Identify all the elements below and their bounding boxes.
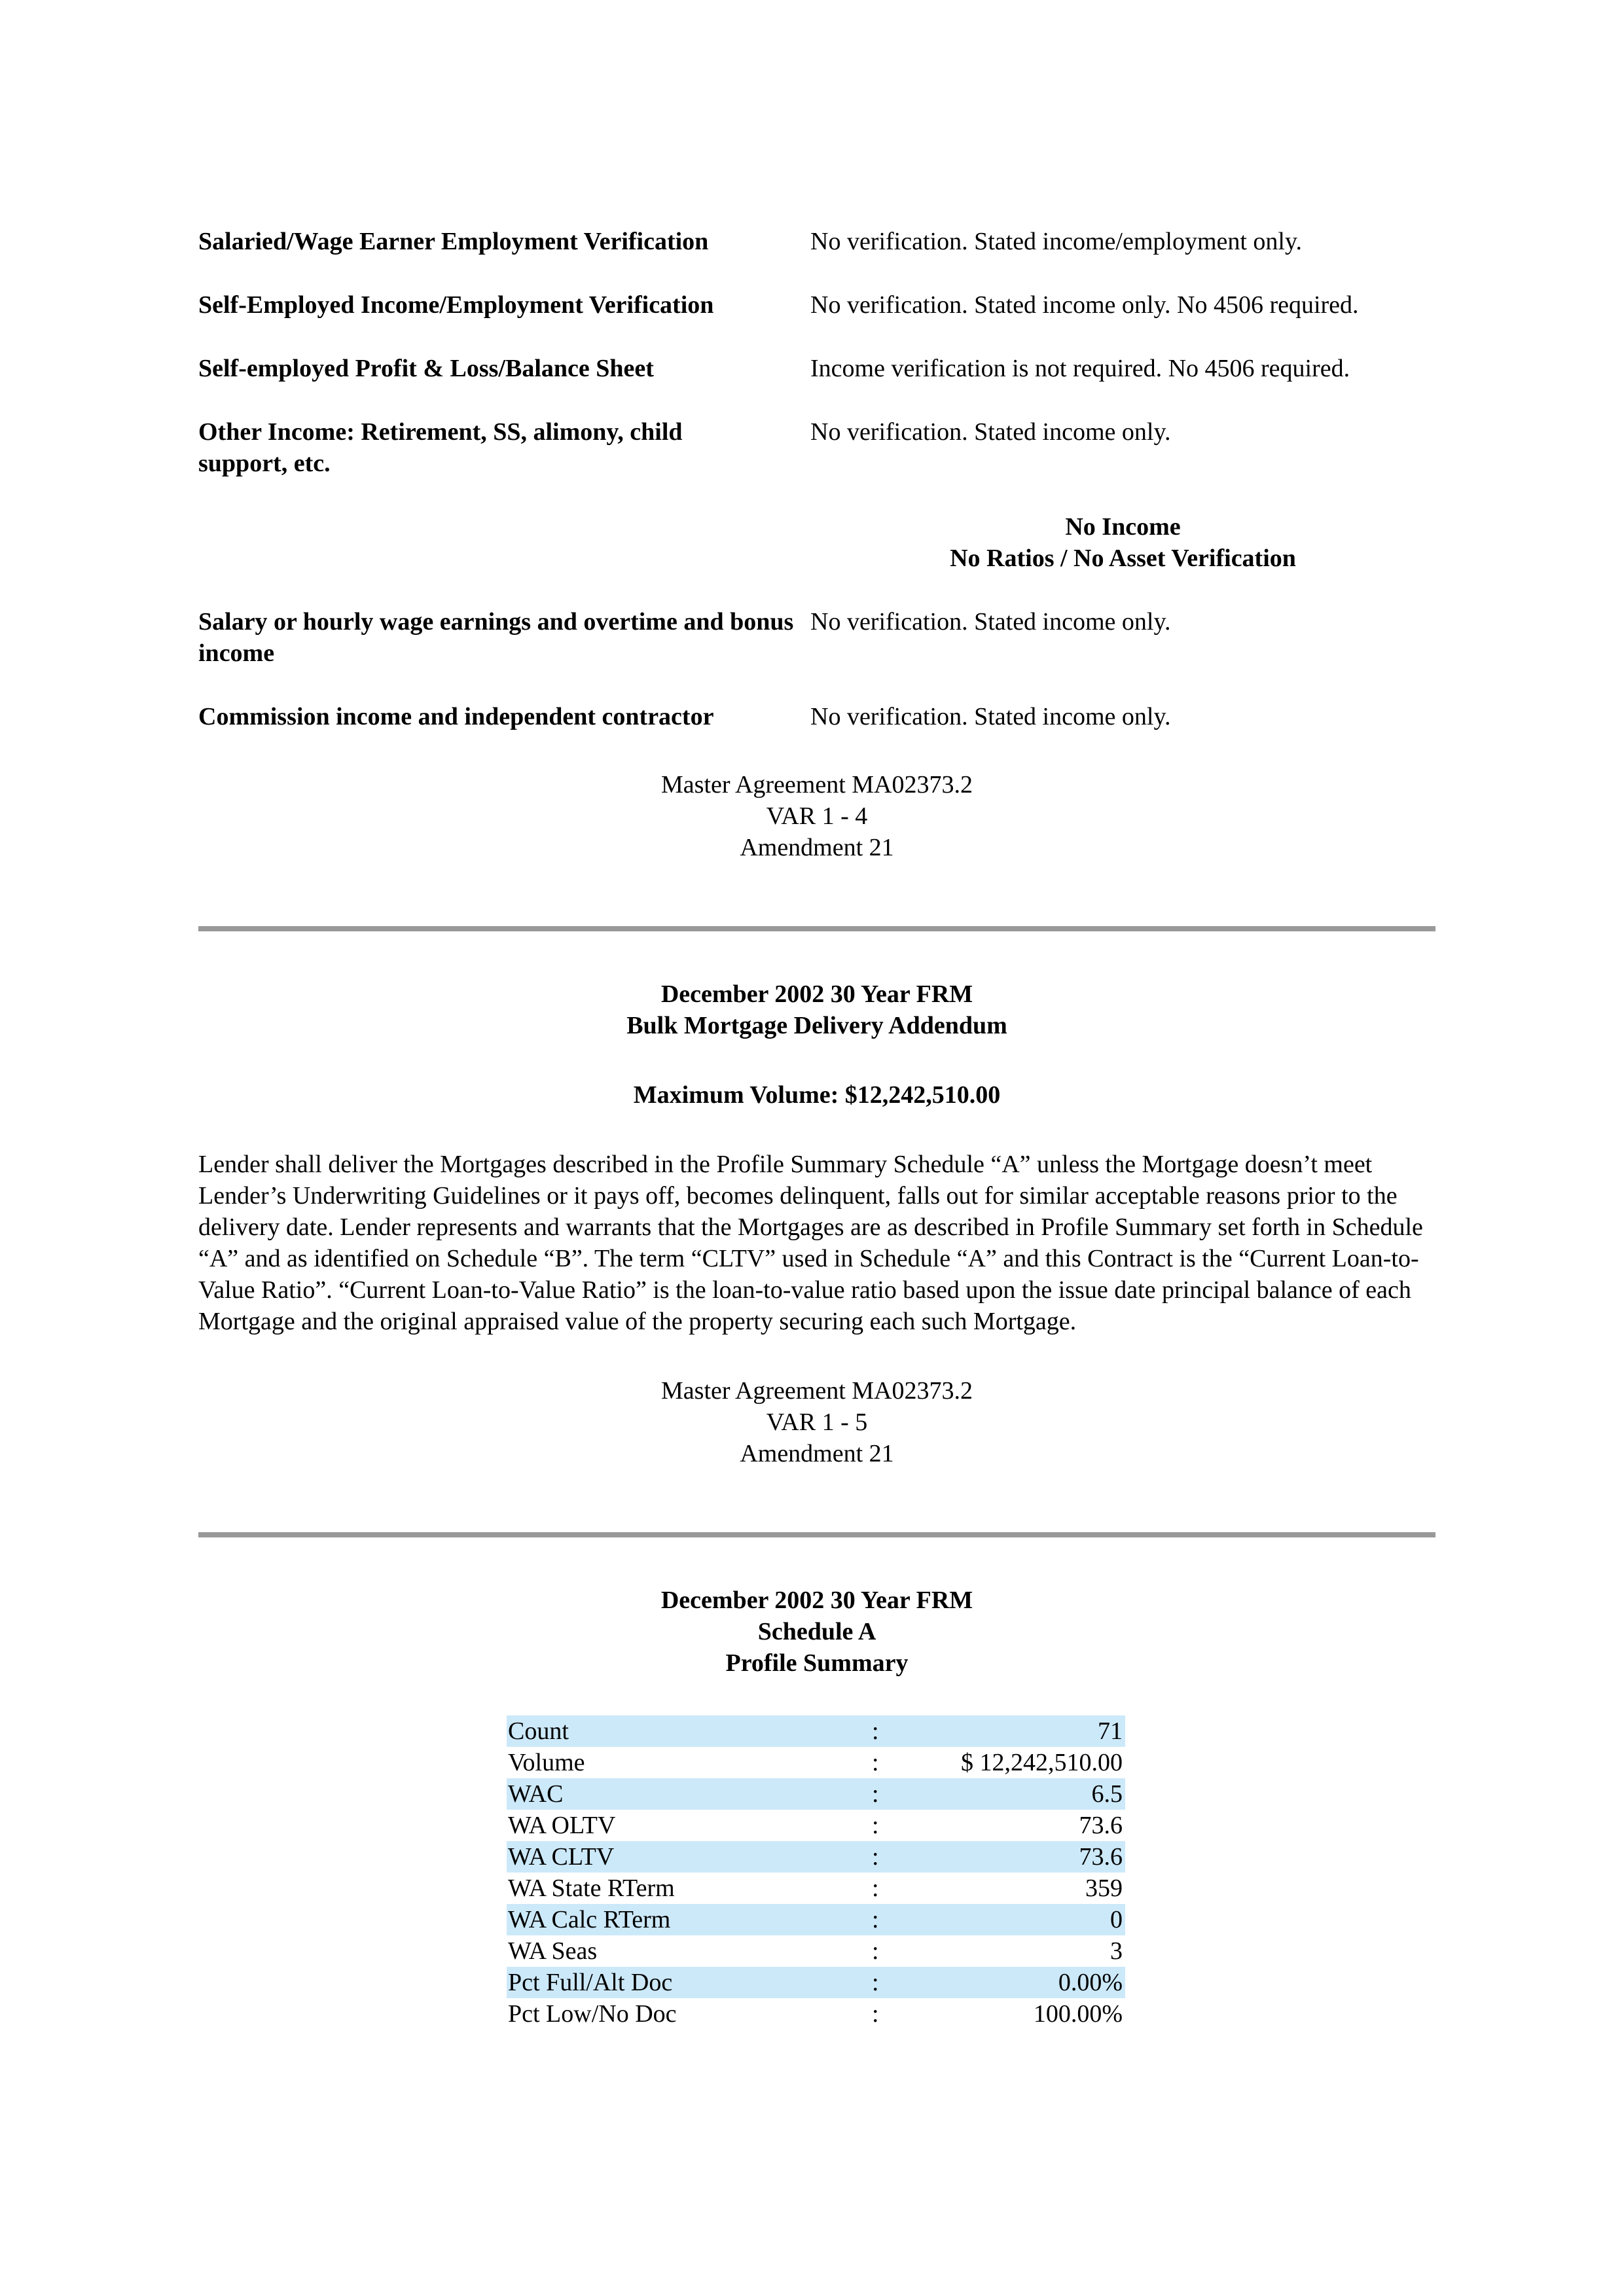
page-divider <box>198 926 1435 931</box>
footer-amendment: Amendment 21 <box>740 1440 894 1467</box>
row-value: 3 <box>1110 1937 1123 1965</box>
table-row <box>507 1841 1125 1873</box>
table-row <box>507 1715 1125 1747</box>
row-separator: : <box>872 1967 911 1998</box>
verification-section-2 <box>198 606 1435 732</box>
schedule-title-line1: December 2002 30 Year FRM <box>660 1587 973 1614</box>
row-separator: : <box>872 2000 879 2028</box>
row-value: 359 <box>1085 1874 1123 1902</box>
row-label: Volume <box>508 1749 585 1776</box>
verification-row <box>198 289 1435 321</box>
verification-value: No verification. Stated income only. <box>810 703 1171 730</box>
row-separator: : <box>872 1937 879 1965</box>
table-row <box>507 1747 1125 1778</box>
schedule-title <box>198 1585 1435 1679</box>
table-row <box>507 1967 1125 1998</box>
addendum-title-line2: Bulk Mortgage Delivery Addendum <box>626 1012 1007 1039</box>
footer-agreement: Master Agreement MA02373.2 <box>661 771 973 798</box>
footer-agreement: Master Agreement MA02373.2 <box>661 1377 973 1405</box>
row-value: $ 12,242,510.00 <box>961 1749 1123 1776</box>
page-divider <box>198 1532 1435 1537</box>
verification-label: Commission income and independent contractor <box>198 703 714 730</box>
row-label: WA CLTV <box>507 1841 872 1873</box>
verification-row <box>198 353 1435 384</box>
row-value: 6.5 <box>911 1778 1125 1810</box>
schedule-title-line2: Schedule A <box>757 1618 876 1645</box>
addendum-title-line1: December 2002 30 Year FRM <box>660 980 973 1008</box>
verification-label: Self-Employed Income/Employment Verification <box>198 291 714 319</box>
schedule-title-line3: Profile Summary <box>725 1649 909 1677</box>
row-separator: : <box>872 1749 879 1776</box>
verification-row <box>198 226 1435 257</box>
row-value: 0.00% <box>911 1967 1125 1998</box>
verification-value: No verification. Stated income only. <box>810 608 1171 636</box>
addendum-title <box>198 978 1435 1041</box>
verification-section-1 <box>198 226 1435 479</box>
verification-label: Salary or hourly wage earnings and overtime and bonus income <box>198 608 794 667</box>
verification-label: Other Income: Retirement, SS, alimony, child support, etc. <box>198 418 683 477</box>
document-page <box>198 226 1435 2030</box>
verification-value: No verification. Stated income/employment only. <box>810 228 1303 255</box>
no-income-heading-line1: No Income <box>1065 513 1181 541</box>
row-label: WA State RTerm <box>508 1874 675 1902</box>
row-label: Pct Full/Alt Doc <box>507 1967 872 1998</box>
row-separator: : <box>872 1812 879 1839</box>
verification-label: Self-employed Profit & Loss/Balance Sheet <box>198 355 654 382</box>
row-separator: : <box>872 1778 911 1810</box>
row-separator: : <box>872 1874 879 1902</box>
row-label: Count <box>507 1715 872 1747</box>
row-label: WA Calc RTerm <box>507 1904 872 1935</box>
row-label: WA Seas <box>508 1937 598 1965</box>
footer-page-number: VAR 1 - 5 <box>766 1408 868 1436</box>
row-value: 73.6 <box>911 1841 1125 1873</box>
page-footer <box>198 769 1435 863</box>
table-row <box>507 1810 1125 1841</box>
verification-value: Income verification is not required. No 4506 required. <box>810 355 1350 382</box>
verification-value: No verification. Stated income only. No 4506 required. <box>810 291 1359 319</box>
page-footer <box>198 1375 1435 1469</box>
row-value: 71 <box>911 1715 1125 1747</box>
row-value: 0 <box>911 1904 1125 1935</box>
addendum-paragraph: Lender shall deliver the Mortgages described in the Profile Summary Schedule “A” unless the Mortgage doesn’t meet Lender’s Underwriting Guidelines or it pays off, becomes delinquent, falls out for similar acceptable reasons prior to the delivery date. Lender represents and warrants that the Mortgages are as described in Profile Summary set forth in Schedule “A” and as identified on Schedule “B”. The term “CLTV” used in Schedule “A” and this Contract is the “Current Loan-to-Value Ratio”. “Current Loan-to-Value Ratio” is the loan-to-value ratio based upon the issue date principal balance of each Mortgage and the original appraised value of the property securing each such Mortgage. <box>198 1151 1423 1335</box>
verification-label: Salaried/Wage Earner Employment Verification <box>198 228 709 255</box>
row-value: 100.00% <box>1033 2000 1123 2028</box>
row-value: 73.6 <box>1079 1812 1123 1839</box>
verification-row <box>198 606 1435 669</box>
table-row <box>507 1873 1125 1904</box>
footer-page-number: VAR 1 - 4 <box>766 802 868 830</box>
table-row <box>507 1998 1125 2030</box>
verification-row <box>198 416 1435 479</box>
no-income-heading <box>198 511 1435 574</box>
row-separator: : <box>872 1715 911 1747</box>
verification-value: No verification. Stated income only. <box>810 418 1171 446</box>
table-row <box>507 1778 1125 1810</box>
verification-row <box>198 701 1435 732</box>
row-label: Pct Low/No Doc <box>508 2000 677 2028</box>
row-separator: : <box>872 1904 911 1935</box>
maximum-volume: Maximum Volume: $12,242,510.00 <box>633 1081 1001 1109</box>
row-label: WAC <box>507 1778 872 1810</box>
table-row <box>507 1904 1125 1935</box>
table-row <box>507 1935 1125 1967</box>
footer-amendment: Amendment 21 <box>740 834 894 861</box>
row-separator: : <box>872 1841 911 1873</box>
row-label: WA OLTV <box>508 1812 616 1839</box>
no-income-heading-line2: No Ratios / No Asset Verification <box>950 545 1296 572</box>
profile-summary-table <box>507 1715 1125 2030</box>
